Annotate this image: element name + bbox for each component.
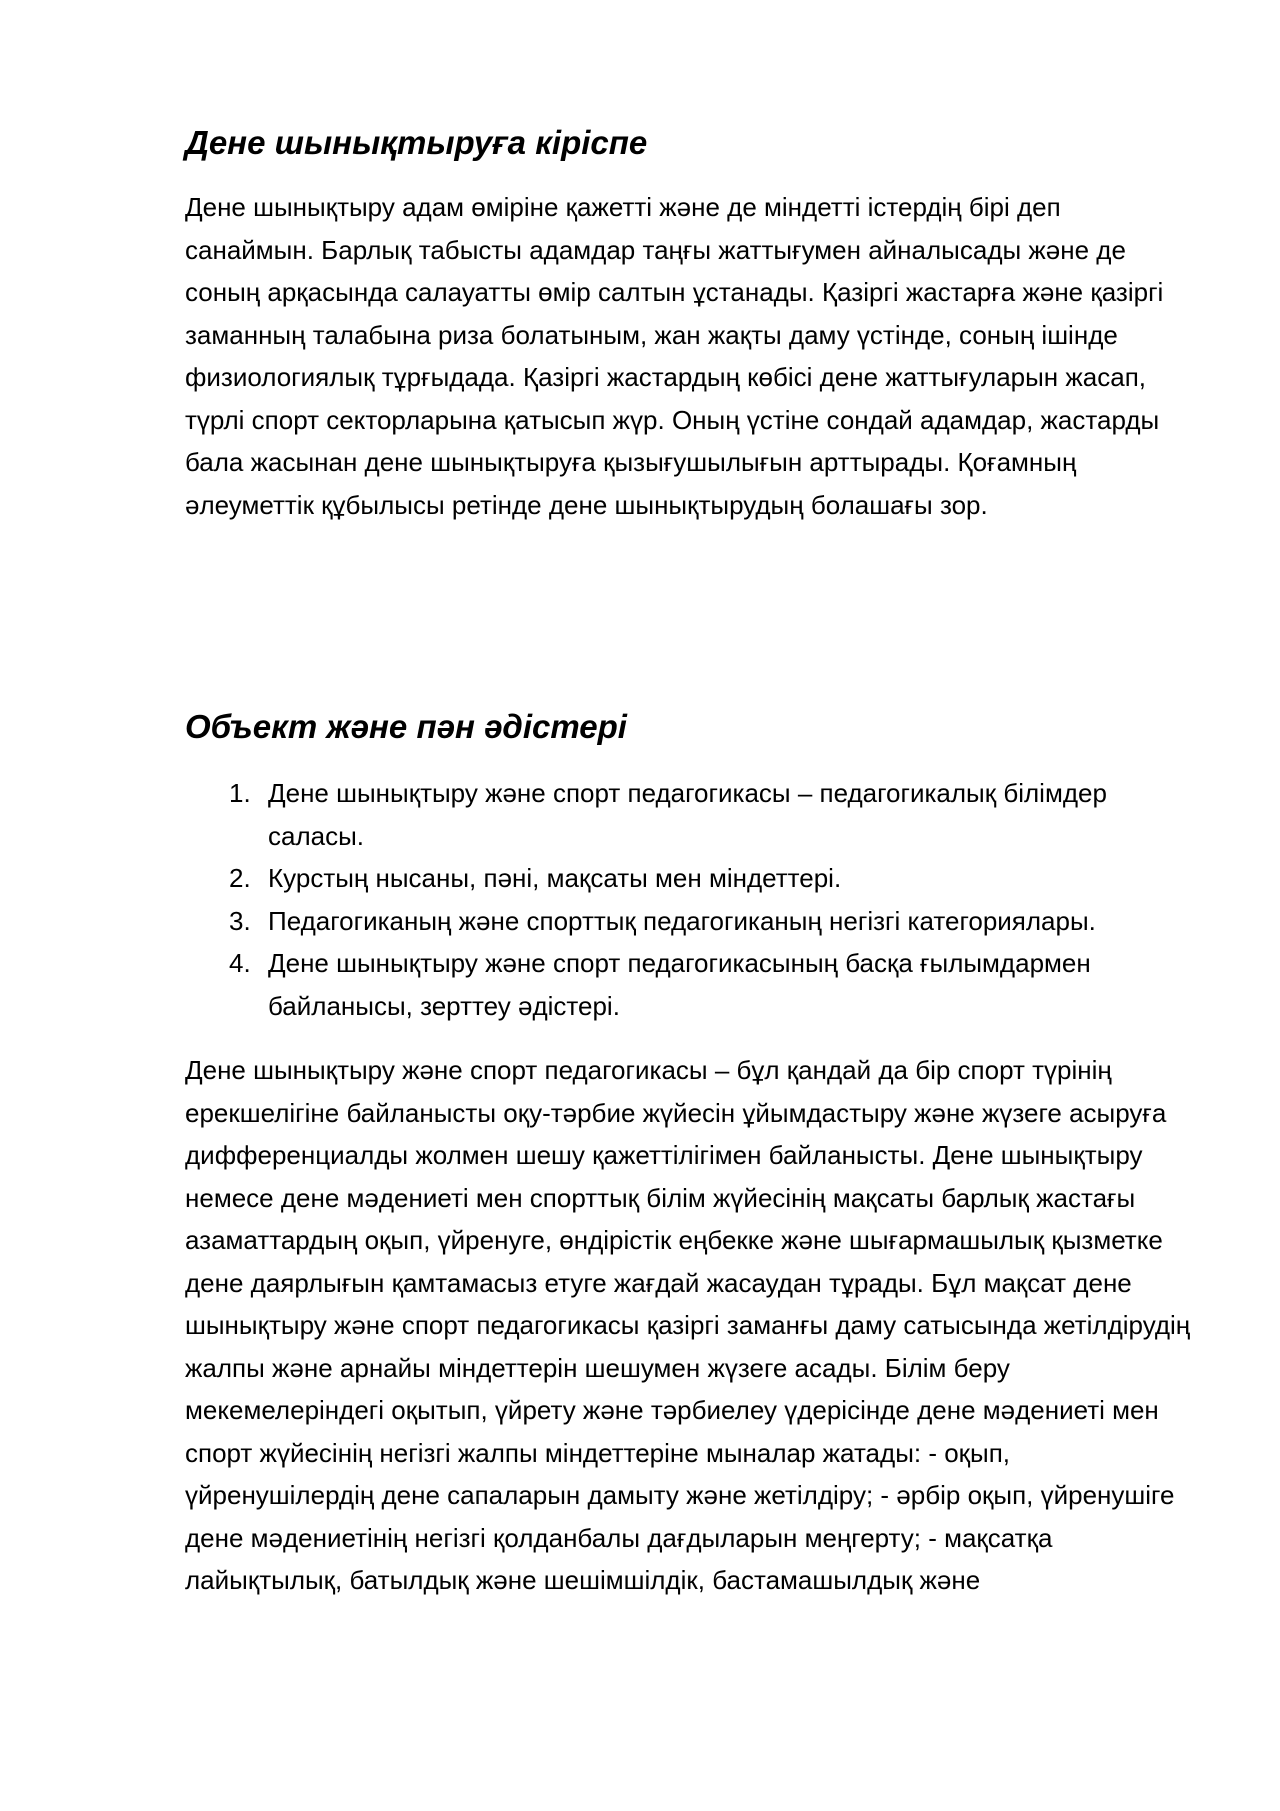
section-1-title: Дене шынықтыруға кіріспе <box>185 124 648 161</box>
list-item <box>185 772 1195 857</box>
list-item-text: Дене шынықтыру және спорт педагогикасының басқа ғылымдармен байланысы, зерттеу әдістері. <box>268 948 1091 1021</box>
section-1-paragraph: Дене шынықтыру адам өміріне қажетті және де міндетті істердің бірі деп санаймын. Барлық табысты адамдар таңғы жаттығумен айналысады және де соның арқасында салауатты өмір салтын ұстанады. Қазіргі жастарға және қазіргі заманның талабына риза болатыным, жан жақты даму үстінде, соның ішінде физиологиялық тұрғыдада. Қазіргі жастардың көбісі дене жаттығуларын жасап, түрлі спорт секторларына қатысып жүр. Оның үстіне сондай адамдар, жастарды бала жасынан дене шынықтыруға қызығушылығын арттырады. Қоғамның әлеуметтік құбылысы ретінде дене шынықтырудың болашағы зор. <box>185 192 1164 520</box>
section-2-paragraph: Дене шынықтыру және спорт педагогикасы – бұл қандай да бір спорт түрінің ерекшелігіне байланысты оқу-тәрбие жүйесін ұйымдастыру және жүзеге асыруға дифференциалды жолмен шешу қажеттілігімен байланысты. Дене шынықтыру немесе дене мәдениеті мен спорттық білім жүйесінің мақсаты барлық жастағы азаматтардың оқып, үйренуге, өндірістік еңбекке және шығармашылық қызметке дене даярлығын қамтамасыз етуге жағдай жасаудан тұрады. Бұл мақсат дене шынықтыру және спорт педагогикасы қазіргі заманғы даму сатысында жетілдірудің жалпы және арнайы міндеттерін шешумен жүзеге асады. Білім беру мекемелеріндегі оқытып, үйрету және тәрбиелеу үдерісінде дене мәдениеті мен спорт жүйесінің негізгі жалпы міндеттеріне мыналар жатады: - оқып, үйренушілердің дене сапаларын дамыту және жетілдіру; - әрбір оқып, үйренушіге дене мәдениетінің негізгі қолданбалы дағдыларын меңгерту; - мақсатқа лайықтылық, батылдық және шешімшілдік, бастамашылдық және <box>185 1055 1191 1595</box>
list-item-number: 1. <box>229 778 251 808</box>
list-item-text: Педагогиканың және спорттық педагогиканың негізгі категориялары. <box>268 905 1096 936</box>
document-body <box>185 122 1195 1602</box>
list-item-number: 2. <box>229 863 251 893</box>
list-item-text: Курстың нысаны, пәні, мақсаты мен міндеттері. <box>268 863 842 893</box>
list-item-text: Дене шынықтыру және спорт педагогикасы – педагогикалық білімдер саласы. <box>268 778 1107 851</box>
list-item <box>185 857 1195 900</box>
list-item-number: 4. <box>229 948 251 978</box>
topics-list <box>185 772 1195 1027</box>
list-item <box>185 900 1195 943</box>
list-item <box>185 942 1195 1027</box>
list-item-number: 3. <box>229 905 251 936</box>
section-2-title: Объект және пән әдістері <box>185 708 627 745</box>
